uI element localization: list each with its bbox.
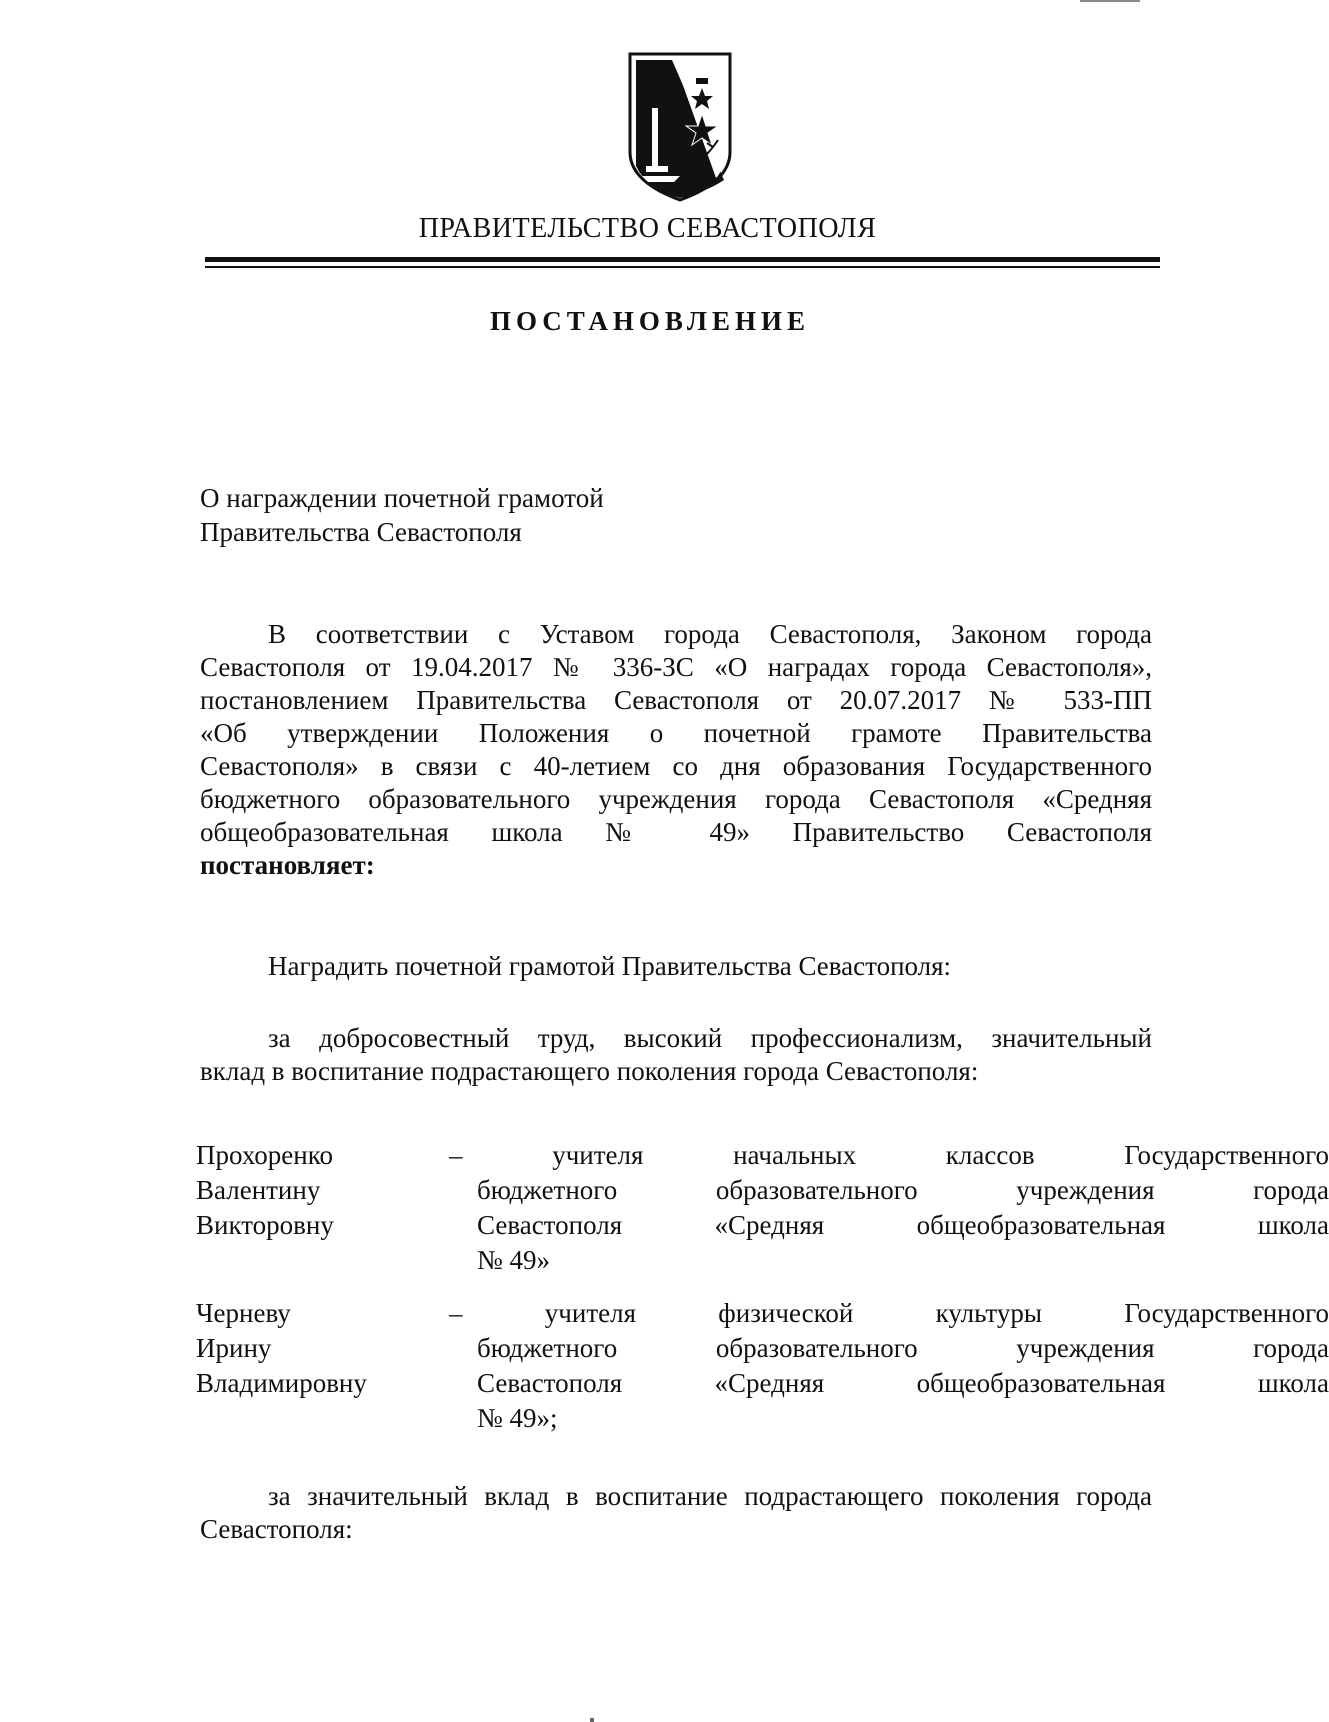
name-line: Викторовну: [196, 1210, 334, 1240]
scan-edge-mark: [1080, 0, 1140, 2]
name-line: Владимировну: [196, 1368, 367, 1398]
recipient-name: [196, 1138, 446, 1243]
paragraph-line: за добросовестный труд, высокий профессионализм, значительный: [268, 1023, 1152, 1053]
recipient-description: [449, 1138, 1329, 1278]
paragraph-line: постановлением Правительства Севастополя от 20.07.2017 № 533-ПП: [200, 685, 1152, 715]
description-line: – учителя начальных классов Государственного: [449, 1140, 1329, 1170]
description-line: Севастополя «Средняя общеобразовательная школа: [477, 1210, 1329, 1240]
paragraph-line: В соответствии с Уставом города Севастополя, Законом города: [268, 619, 1152, 649]
description-line: бюджетного образовательного учреждения города: [477, 1333, 1329, 1363]
paragraph-line: бюджетного образовательного учреждения города Севастополя «Средняя: [200, 784, 1152, 814]
header-rule-thin: [205, 266, 1160, 268]
description-line: № 49»;: [477, 1403, 558, 1433]
header-rule-thick: [205, 257, 1160, 262]
name-line: Ирину: [196, 1333, 272, 1363]
description-line: – учителя физической культуры Государственного: [449, 1298, 1329, 1328]
scan-edge-mark: [590, 1718, 594, 1722]
paragraph-line: за значительный вклад в воспитание подрастающего поколения города: [268, 1481, 1152, 1511]
subject-line: Правительства Севастополя: [200, 517, 522, 547]
subject-line: О награждении почетной грамотой: [200, 483, 604, 513]
recipient-description: [449, 1296, 1329, 1436]
document-type-title: ПОСТАНОВЛЕНИЕ: [489, 306, 811, 336]
paragraph-line: вклад в воспитание подрастающего поколения города Севастополя:: [200, 1056, 979, 1086]
award-heading: [200, 950, 1152, 983]
paragraph-line: Наградить почетной грамотой Правительства Севастополя:: [268, 951, 952, 981]
sevastopol-coat-of-arms-icon: [622, 48, 738, 206]
paragraph-line: Севастополя» в связи с 40-летием со дня образования Государственного: [200, 751, 1152, 781]
description-line: № 49»: [477, 1245, 551, 1275]
paragraph-line: Севастополя:: [200, 1514, 353, 1544]
award-reason-paragraph: [200, 1022, 1152, 1088]
recipient-name: [196, 1296, 446, 1401]
description-line: бюджетного образовательного учреждения города: [477, 1175, 1329, 1205]
paragraph-line: Севастополя от 19.04.2017 № 336-ЗС «О наградах города Севастополя»,: [200, 652, 1152, 682]
description-line: Севастополя «Средняя общеобразовательная школа: [477, 1368, 1329, 1398]
name-line: Валентину: [196, 1175, 321, 1205]
paragraph-line: общеобразовательная школа № 49» Правительство Севастополя: [200, 817, 1152, 847]
document-subject: [200, 481, 604, 549]
decree-word: постановляет:: [200, 850, 375, 880]
organization-name: ПРАВИТЕЛЬСТВО СЕВАСТОПОЛЯ: [418, 213, 877, 244]
legal-basis-paragraph: [200, 618, 1152, 882]
name-line: Прохоренко: [196, 1140, 333, 1170]
name-line: Черневу: [196, 1298, 291, 1328]
award-reason-paragraph: [200, 1480, 1152, 1546]
paragraph-line: «Об утверждении Положения о почетной грамоте Правительства: [200, 718, 1152, 748]
